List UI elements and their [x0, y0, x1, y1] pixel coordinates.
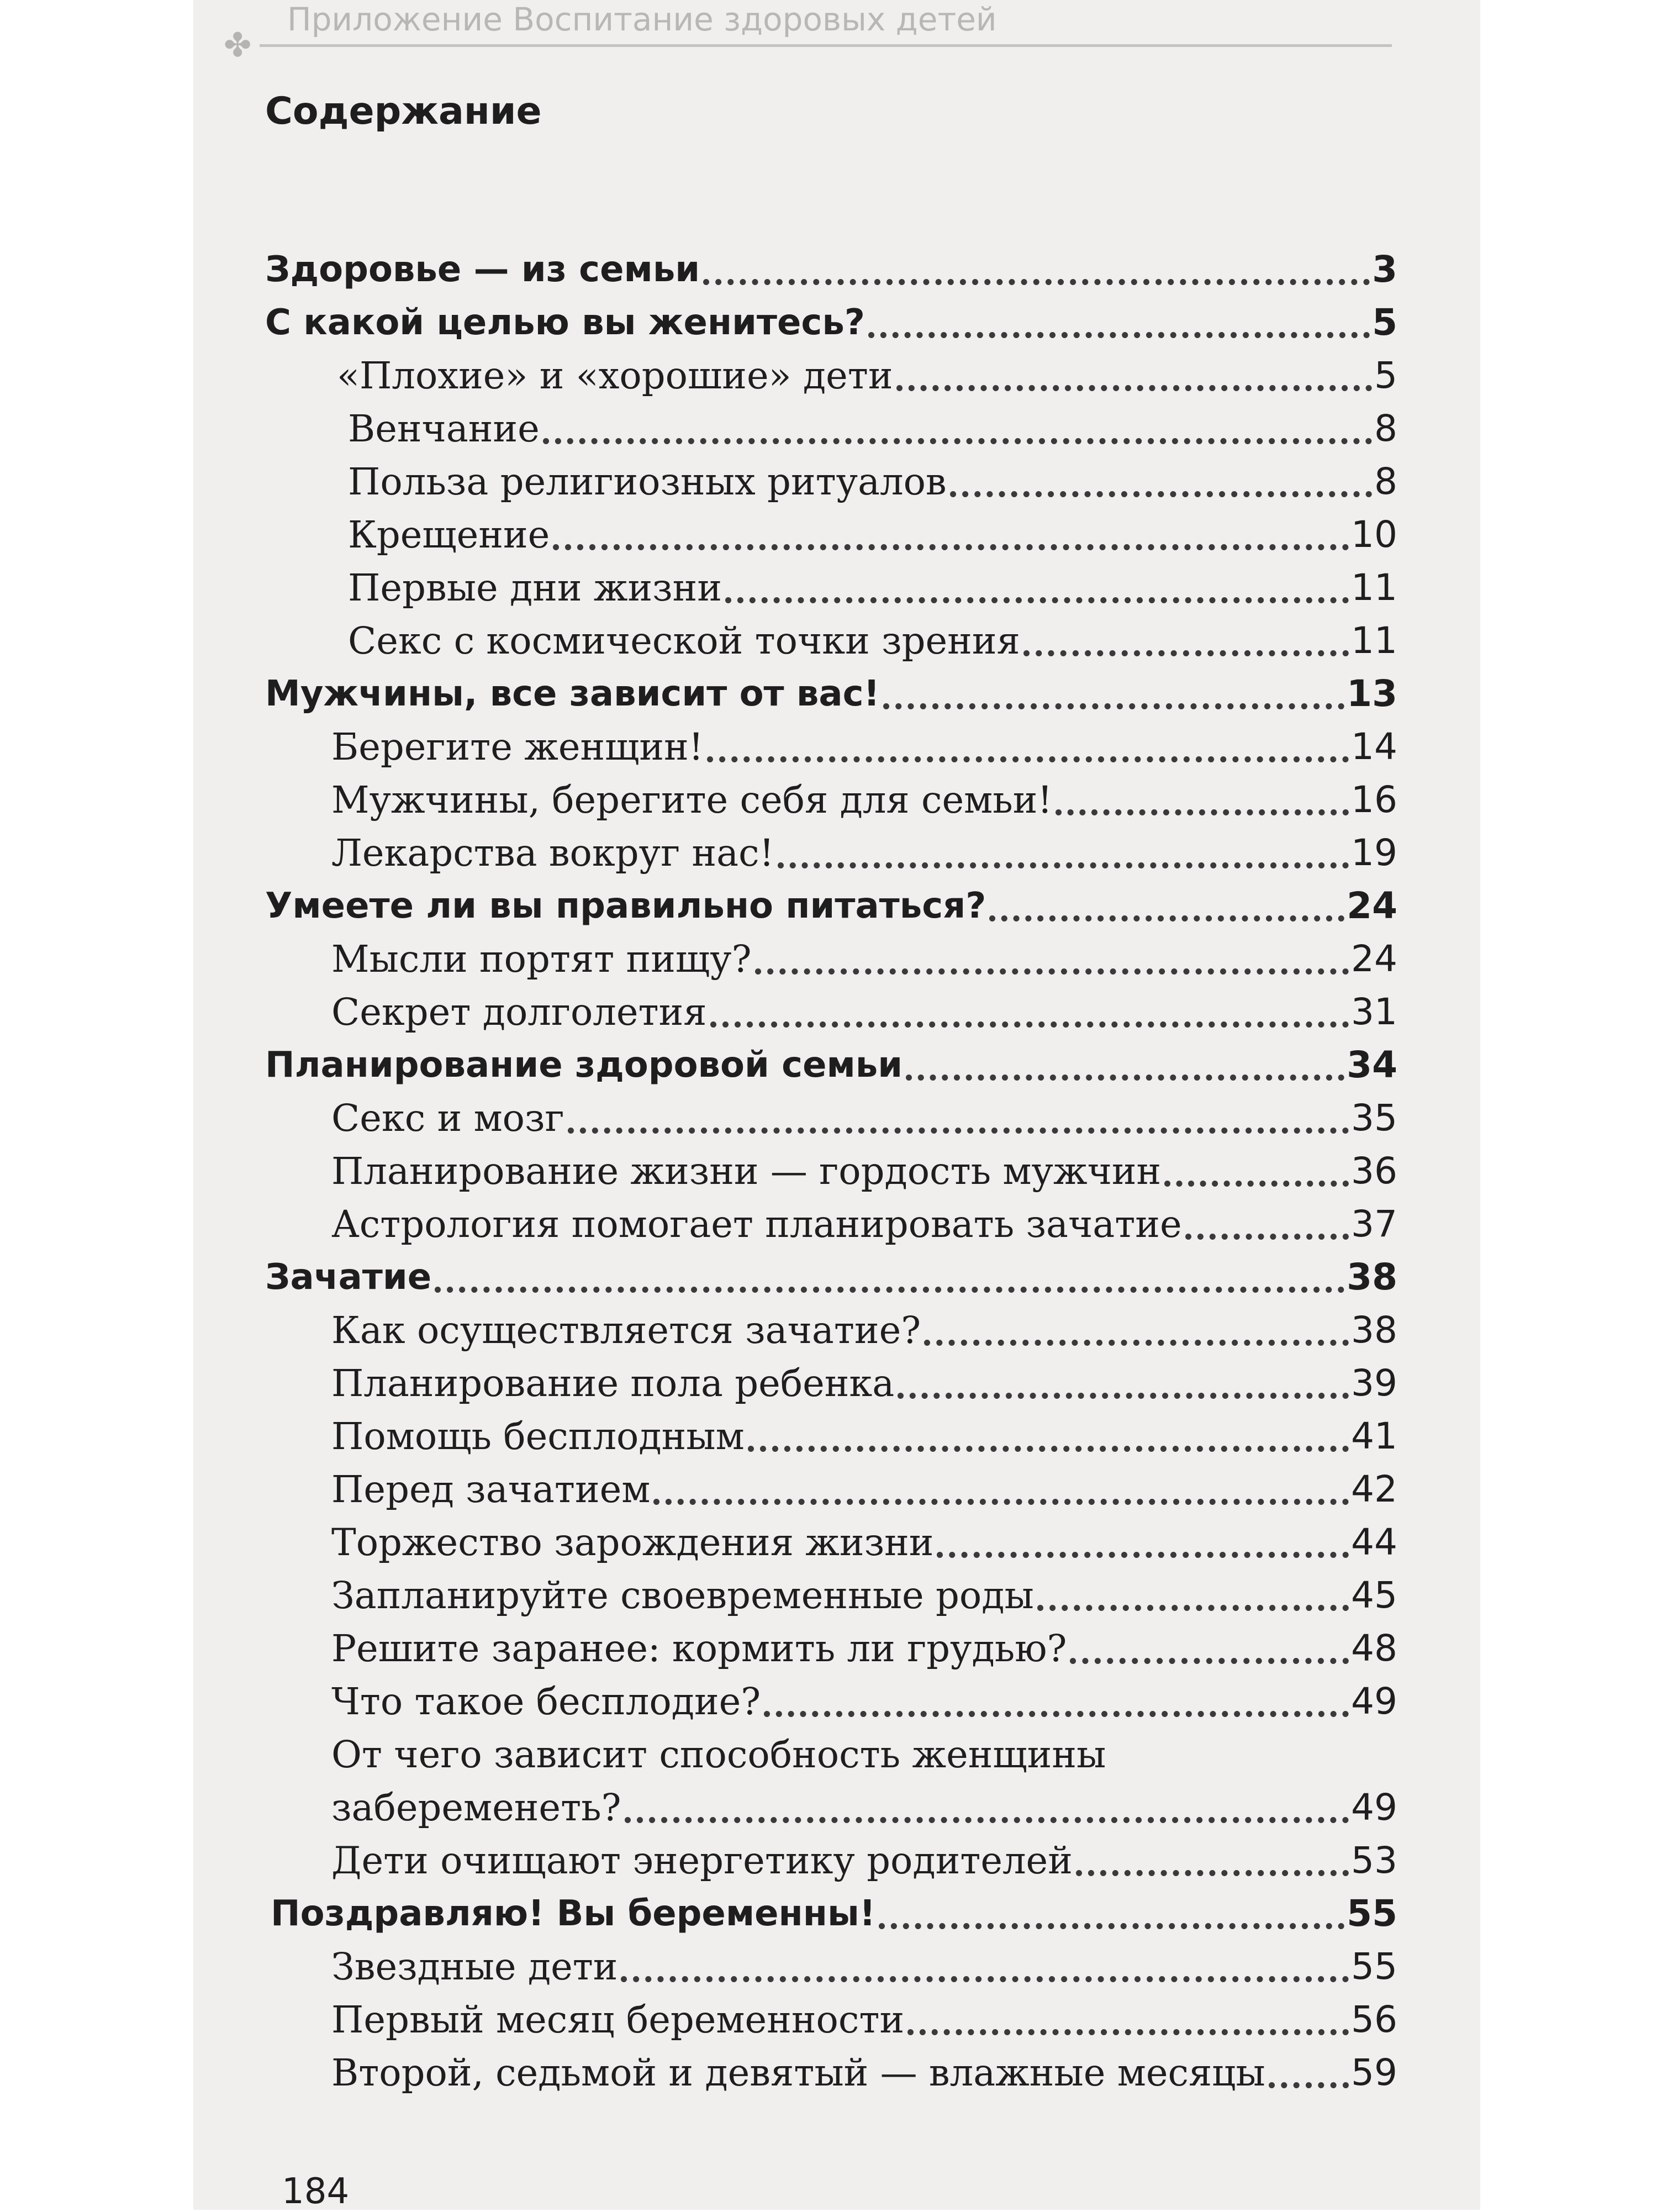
toc-entry-title: «Плохие» и «хорошие» дети: [337, 354, 893, 397]
dot-leader: [1185, 1234, 1349, 1240]
toc-entry[interactable]: [331, 1145, 1397, 1198]
toc-entry-title: С какой целью вы женитесь?: [265, 302, 865, 343]
toc-entry[interactable]: [331, 1463, 1397, 1516]
toc-entry-title: Здоровье — из семьи: [265, 249, 700, 290]
toc-entry-page: 8: [1374, 460, 1397, 503]
toc-entry-title: Второй, седьмой и девятый — влажные месяцы: [331, 2051, 1265, 2094]
toc-entry[interactable]: [331, 773, 1397, 826]
dot-leader: [898, 1393, 1349, 1399]
dot-leader: [710, 1021, 1349, 1028]
toc-entry-title: Первые дни жизни: [348, 566, 722, 609]
toc-entry-page: 13: [1347, 672, 1397, 715]
toc-entry-title: Помощь бесплодным: [331, 1415, 745, 1458]
dot-leader: [707, 756, 1349, 762]
dot-leader: [703, 279, 1370, 285]
dot-leader: [764, 1711, 1349, 1717]
toc-entry-page: 55: [1351, 1945, 1397, 1988]
toc-entry[interactable]: [331, 1675, 1397, 1728]
toc-chapter[interactable]: [265, 1251, 1397, 1304]
toc-entry[interactable]: [331, 720, 1397, 773]
toc-entry[interactable]: [331, 826, 1397, 879]
toc-entry-page: 14: [1351, 725, 1397, 768]
toc-entry-page: 59: [1351, 2051, 1397, 2094]
toc-entry-page: 16: [1351, 778, 1397, 821]
toc-entry[interactable]: [331, 933, 1397, 986]
dot-leader: [937, 1552, 1349, 1558]
dot-leader: [1076, 1870, 1349, 1876]
dot-leader: [621, 1976, 1349, 1982]
toc-entry-page: 19: [1351, 831, 1397, 874]
toc-entry[interactable]: [331, 1728, 1397, 1781]
toc-chapter[interactable]: [265, 667, 1397, 720]
dot-leader: [924, 1340, 1349, 1346]
dot-leader: [907, 2029, 1349, 2035]
toc-entry-title: Первый месяц беременности: [331, 1998, 905, 2041]
toc-entry[interactable]: [331, 1357, 1397, 1410]
toc-entry[interactable]: [348, 614, 1397, 667]
toc-entry[interactable]: [348, 561, 1397, 614]
toc-entry-title: От чего зависит способность женщины: [331, 1733, 1106, 1776]
toc-entry-title: Секрет долголетия: [331, 991, 707, 1034]
toc-entry[interactable]: [331, 1622, 1397, 1675]
toc-entry-page: 48: [1351, 1627, 1397, 1669]
dot-leader: [883, 703, 1344, 709]
toc-entry-page: 24: [1347, 884, 1397, 927]
toc-entry-title: Звездные дети: [331, 1945, 618, 1988]
dot-leader: [1037, 1605, 1349, 1611]
toc-entry-title: Умеете ли вы правильно питаться?: [265, 886, 986, 926]
toc-entry[interactable]: [331, 1516, 1397, 1569]
toc-entry-title: Секс с космической точки зрения: [348, 619, 1020, 662]
toc-entry[interactable]: [331, 2046, 1397, 2099]
toc-entry-title: Зачатие: [265, 1257, 432, 1298]
dot-leader: [1023, 650, 1349, 656]
toc-entry-title: Астрология помогает планировать зачатие: [331, 1203, 1182, 1246]
toc-entry-page: 35: [1351, 1097, 1397, 1139]
ornament-icon: ✤: [224, 26, 252, 65]
toc-entry-title: Как осуществляется зачатие?: [331, 1309, 921, 1352]
toc-entry-title: Лекарства вокруг нас!: [331, 831, 774, 875]
toc-entry-title: Запланируйте своевременные роды: [331, 1574, 1034, 1617]
toc-entry[interactable]: [331, 1569, 1397, 1622]
toc-entry-title: Торжество зарождения жизни: [331, 1521, 934, 1564]
toc-entry-title: Берегите женщин!: [331, 725, 704, 768]
toc-entry-page: 5: [1372, 301, 1397, 344]
toc-entry-page: 31: [1351, 991, 1397, 1033]
dot-leader: [1056, 809, 1349, 815]
toc-entry-page: 36: [1351, 1150, 1397, 1192]
dot-leader: [1269, 2082, 1349, 2088]
dot-leader: [755, 968, 1349, 975]
toc-entry-title: Планирование жизни — гордость мужчин: [331, 1150, 1162, 1193]
dot-leader: [543, 438, 1372, 444]
dot-leader: [625, 1817, 1349, 1823]
toc-entry-title: Планирование пола ребенка: [331, 1362, 895, 1405]
dot-leader: [896, 385, 1372, 391]
header-rule: [260, 44, 1392, 47]
toc-entry-page: 3: [1372, 248, 1397, 291]
toc-entry-page: 49: [1351, 1786, 1397, 1829]
book-page: [193, 0, 1480, 2210]
toc-entry-title: Дети очищают энергетику родителей: [331, 1839, 1073, 1882]
toc-entry-page: 10: [1351, 513, 1397, 556]
dot-leader: [568, 1128, 1349, 1134]
toc-entry[interactable]: [331, 1940, 1397, 1993]
dot-leader: [879, 1923, 1344, 1929]
dot-leader: [1070, 1658, 1349, 1664]
toc-entry-page: 41: [1351, 1415, 1397, 1457]
toc-entry-page: 8: [1374, 407, 1397, 450]
toc-entry[interactable]: [331, 1092, 1397, 1145]
toc-entry[interactable]: [331, 1781, 1397, 1834]
toc-entry-title: Мужчины, все зависит от вас!: [265, 673, 880, 714]
toc-entry-title: Мысли портят пищу?: [331, 938, 752, 981]
toc-entry-page: 56: [1351, 1998, 1397, 2041]
toc-entry-page: 45: [1351, 1574, 1397, 1616]
toc-entry-title: Секс и мозг: [331, 1097, 564, 1140]
toc-entry-page: 49: [1351, 1680, 1397, 1723]
toc-entry-title: Решите заранее: кормить ли грудью?: [331, 1627, 1067, 1670]
dot-leader: [868, 332, 1370, 338]
toc-entry-page: 34: [1347, 1044, 1397, 1086]
toc-entry-page: 38: [1347, 1256, 1397, 1298]
toc-entry-page: 11: [1351, 619, 1397, 662]
toc-entry-title: Перед зачатием: [331, 1468, 651, 1511]
toc-entry-page: 44: [1351, 1521, 1397, 1563]
toc-entry-page: 42: [1351, 1468, 1397, 1510]
toc-entry-page: 39: [1351, 1362, 1397, 1404]
toc-entry-page: 55: [1347, 1892, 1397, 1935]
toc-chapter[interactable]: [265, 296, 1397, 349]
toc-entry[interactable]: [331, 1198, 1397, 1251]
toc-chapter[interactable]: [271, 1887, 1397, 1940]
page-title: Содержание: [265, 89, 542, 133]
toc-entry-title: забеременеть?: [331, 1786, 621, 1829]
dot-leader: [778, 862, 1349, 868]
dot-leader: [906, 1075, 1344, 1081]
toc-entry-page: 38: [1351, 1309, 1397, 1351]
toc-entry[interactable]: [331, 1410, 1397, 1463]
toc-entry-page: 37: [1351, 1203, 1397, 1245]
toc-entry-title: Мужчины, берегите себя для семьи!: [331, 778, 1053, 821]
toc-entry[interactable]: [331, 1834, 1397, 1887]
toc-entry[interactable]: [331, 1304, 1397, 1357]
toc-entry-title: Планирование здоровой семьи: [265, 1045, 903, 1086]
toc-entry-page: 53: [1351, 1839, 1397, 1882]
dot-leader: [435, 1287, 1344, 1293]
toc-entry-title: Поздравляю! Вы беременны!: [271, 1893, 876, 1934]
toc-entry-title: Что такое бесплодие?: [331, 1680, 761, 1723]
dot-leader: [989, 915, 1344, 921]
dot-leader: [748, 1446, 1349, 1452]
toc-entry[interactable]: [348, 455, 1397, 508]
toc-entry[interactable]: [348, 402, 1397, 455]
toc-entry-page: 24: [1351, 938, 1397, 980]
toc-entry[interactable]: [337, 349, 1397, 402]
toc-chapter[interactable]: [265, 879, 1397, 933]
toc-entry-title: Венчание: [348, 407, 540, 450]
toc-entry[interactable]: [331, 986, 1397, 1039]
toc-entry-page: 5: [1374, 354, 1397, 397]
toc-entry[interactable]: [348, 508, 1397, 561]
running-head: Приложение Воспитание здоровых детей: [287, 1, 997, 38]
toc-entry-page: 11: [1351, 566, 1397, 609]
dot-leader: [950, 491, 1372, 497]
toc-entry[interactable]: [331, 1993, 1397, 2046]
dot-leader: [725, 597, 1349, 603]
toc-chapter[interactable]: [265, 243, 1397, 296]
page-number: 184: [282, 2171, 350, 2212]
toc-entry-title: Крещение: [348, 513, 550, 556]
toc-entry-title: Польза религиозных ритуалов: [348, 460, 947, 503]
dot-leader: [1164, 1181, 1349, 1187]
toc-chapter[interactable]: [265, 1039, 1397, 1092]
dot-leader: [553, 544, 1349, 550]
dot-leader: [653, 1499, 1349, 1505]
